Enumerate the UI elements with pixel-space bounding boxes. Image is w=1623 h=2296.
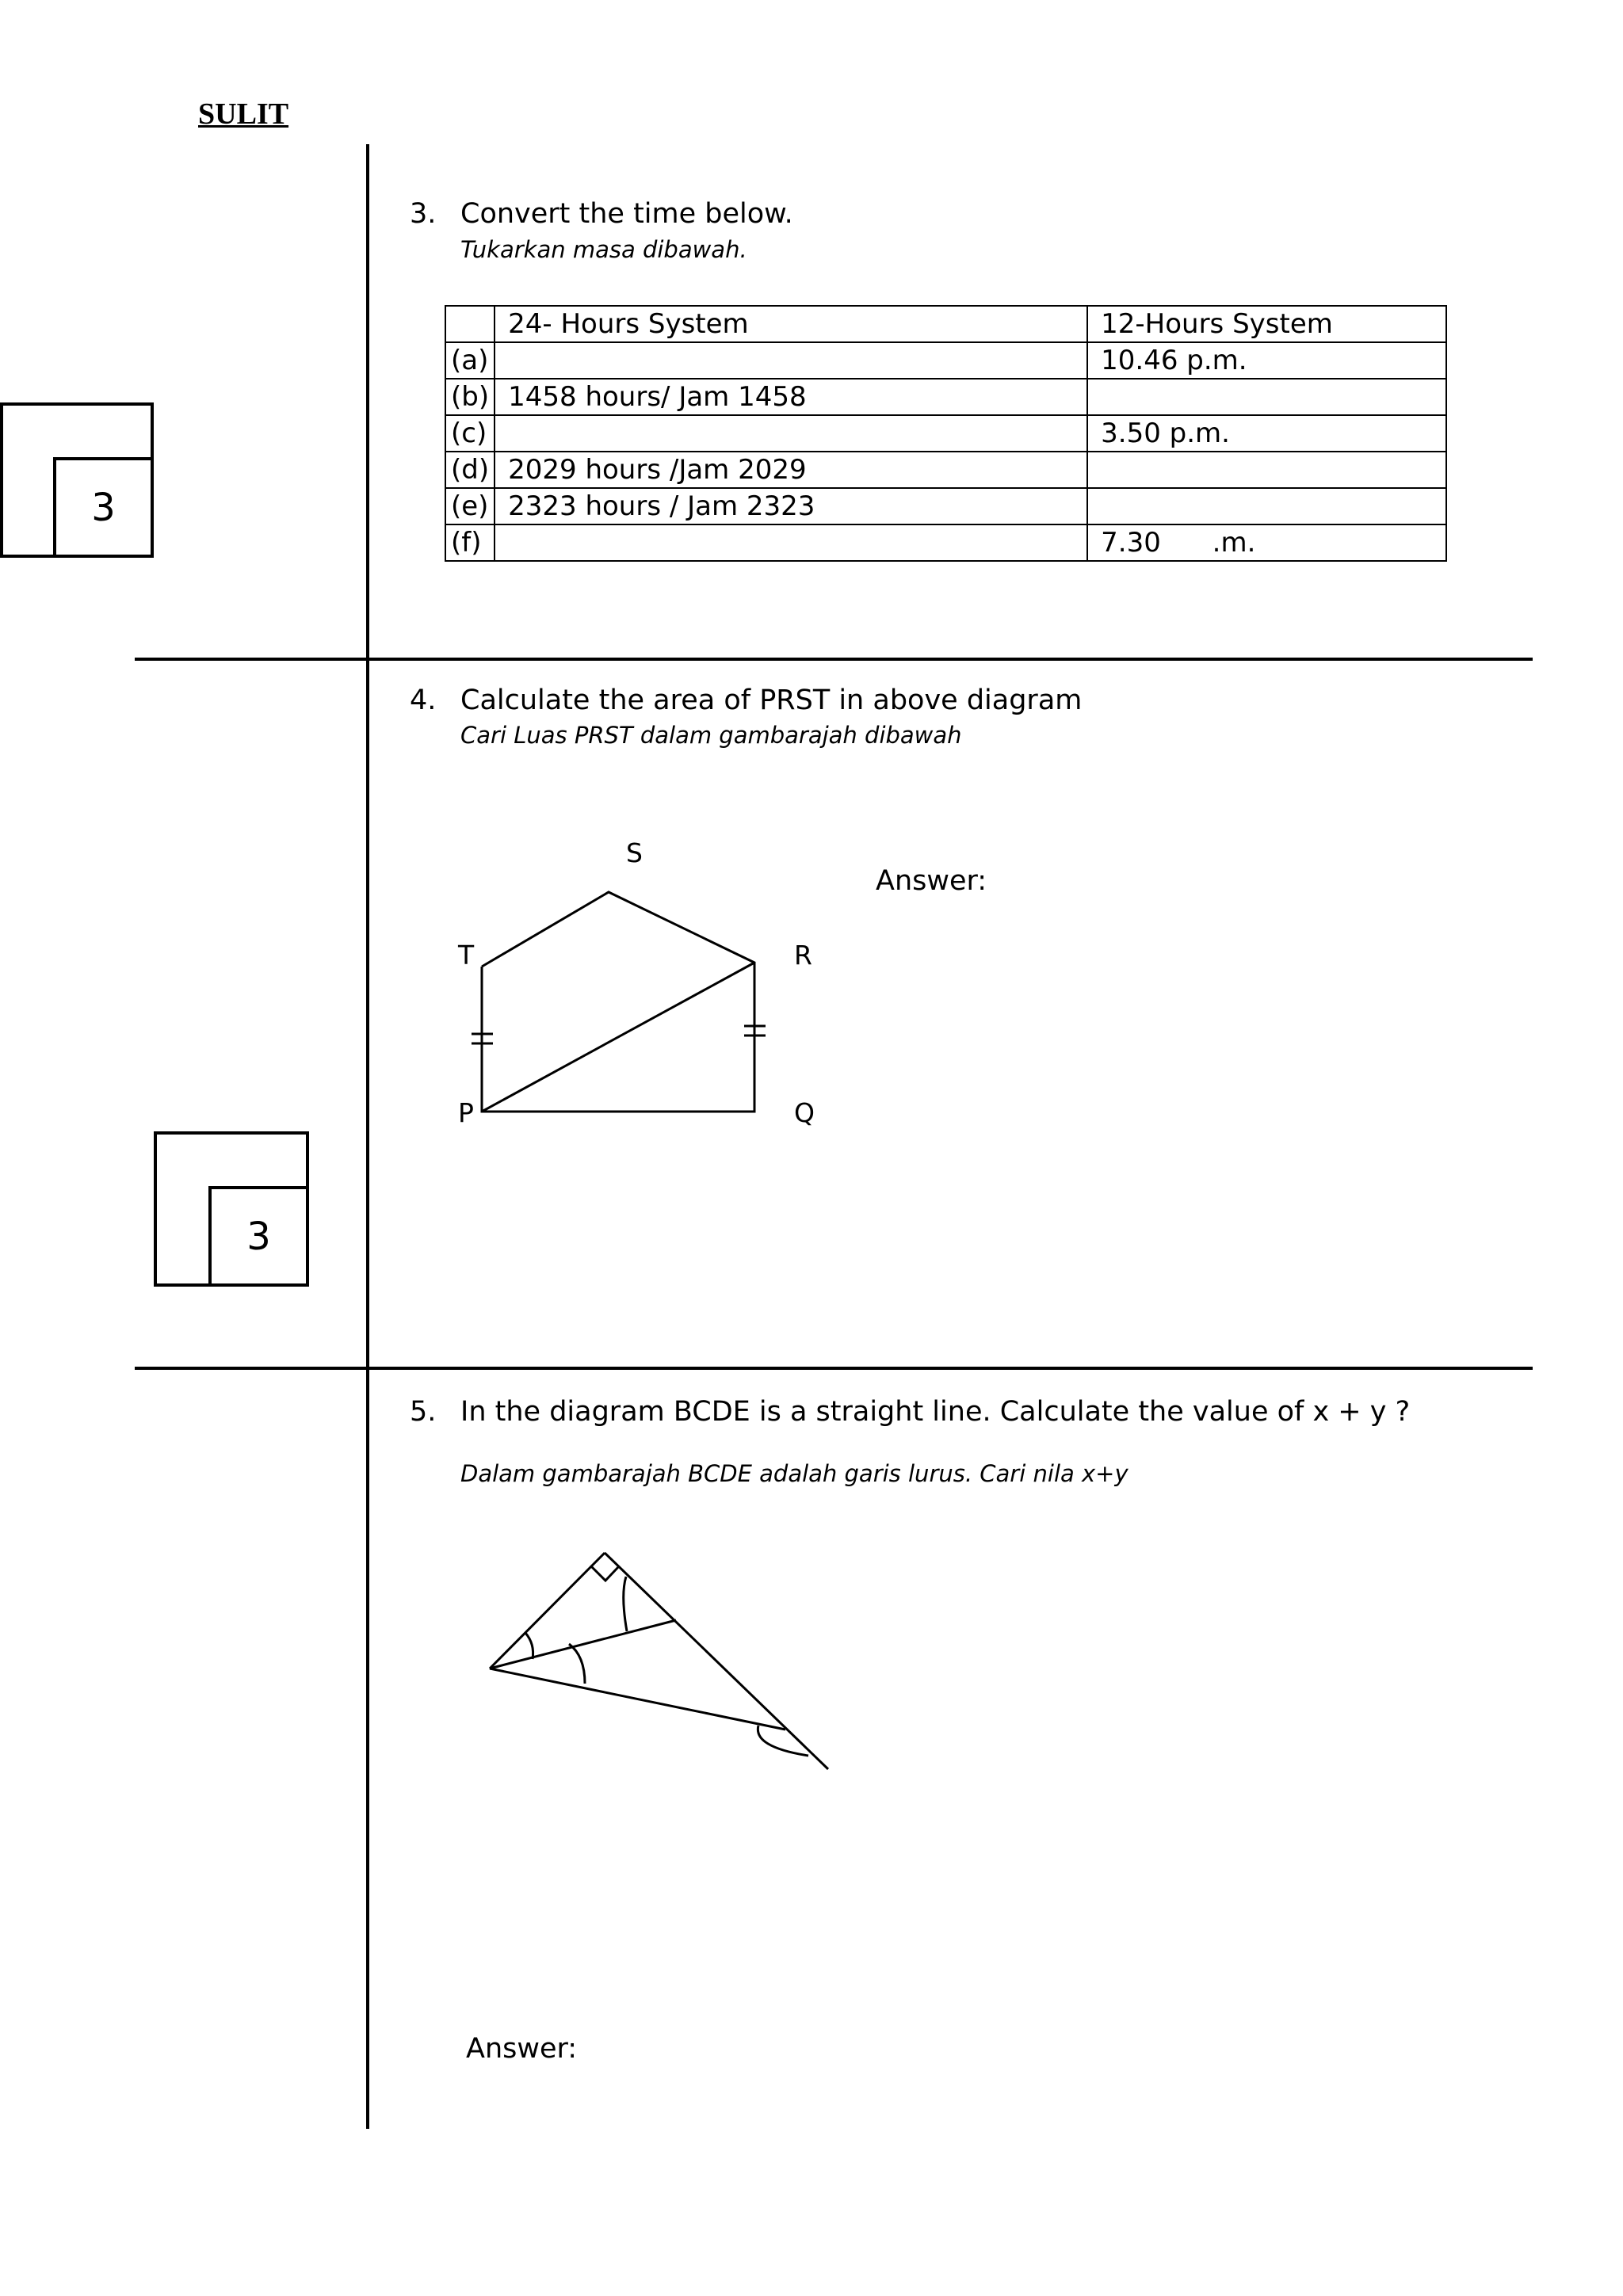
vertex-label-p: P <box>458 1097 474 1128</box>
angle-arc <box>624 1577 627 1631</box>
question-4-number: 4. <box>410 685 437 716</box>
line-straight-bcde <box>605 1553 828 1769</box>
table-cell: 7.30 .m. <box>1087 524 1446 561</box>
page-header: SULIT <box>198 97 289 131</box>
angle-arc <box>525 1633 533 1659</box>
vertex-label-r: R <box>794 940 812 971</box>
question-5-text: In the diagram BCDE is a straight line. Calculate the value of x + y ? <box>460 1396 1411 1428</box>
diagonal-pr <box>482 963 754 1112</box>
marks-value-q3: 3 <box>53 457 154 558</box>
question-3-text: Convert the time below. <box>460 198 793 230</box>
table-header-cell: 24- Hours System <box>495 306 1087 342</box>
line-b-d <box>490 1669 785 1730</box>
table-cell: 10.46 p.m. <box>1087 342 1446 379</box>
question-5-number: 5. <box>410 1396 437 1428</box>
line-b-c <box>490 1620 676 1669</box>
right-angle-mark <box>591 1566 619 1581</box>
table-cell: 3.50 p.m. <box>1087 415 1446 452</box>
table-cell: (e) <box>445 488 495 524</box>
question-4-text: Calculate the area of PRST in above diagram <box>460 685 1083 716</box>
angle-arc <box>569 1644 585 1684</box>
vertex-label-t: T <box>458 940 475 971</box>
polygon-outline <box>482 892 754 1112</box>
vertex-label-q: Q <box>794 1097 815 1128</box>
table-cell: 2323 hours / Jam 2323 <box>495 488 1087 524</box>
triangle-diagram <box>490 1553 828 1769</box>
table-cell: (b) <box>445 379 495 415</box>
table-cell: (a) <box>445 342 495 379</box>
question-4-answer-label: Answer: <box>876 865 987 897</box>
vertex-label-s: S <box>626 837 643 868</box>
question-5-subtext: Dalam gambarajah BCDE adalah garis lurus. Cari nila x+y <box>460 1460 1128 1487</box>
table-header-cell: 12-Hours System <box>1087 306 1446 342</box>
line-b-top <box>490 1553 605 1669</box>
table-cell: (f) <box>445 524 495 561</box>
question-5-answer-label: Answer: <box>466 2033 578 2065</box>
question-3-subtext: Tukarkan masa dibawah. <box>460 236 747 263</box>
table-cell: 2029 hours /Jam 2029 <box>495 452 1087 488</box>
marks-value-q4: 3 <box>208 1186 309 1287</box>
table-cell: (c) <box>445 415 495 452</box>
table-cell: (d) <box>445 452 495 488</box>
question-4-subtext: Cari Luas PRST dalam gambarajah dibawah <box>460 722 962 749</box>
table-cell: 1458 hours/ Jam 1458 <box>495 379 1087 415</box>
question-3-number: 3. <box>410 198 437 230</box>
